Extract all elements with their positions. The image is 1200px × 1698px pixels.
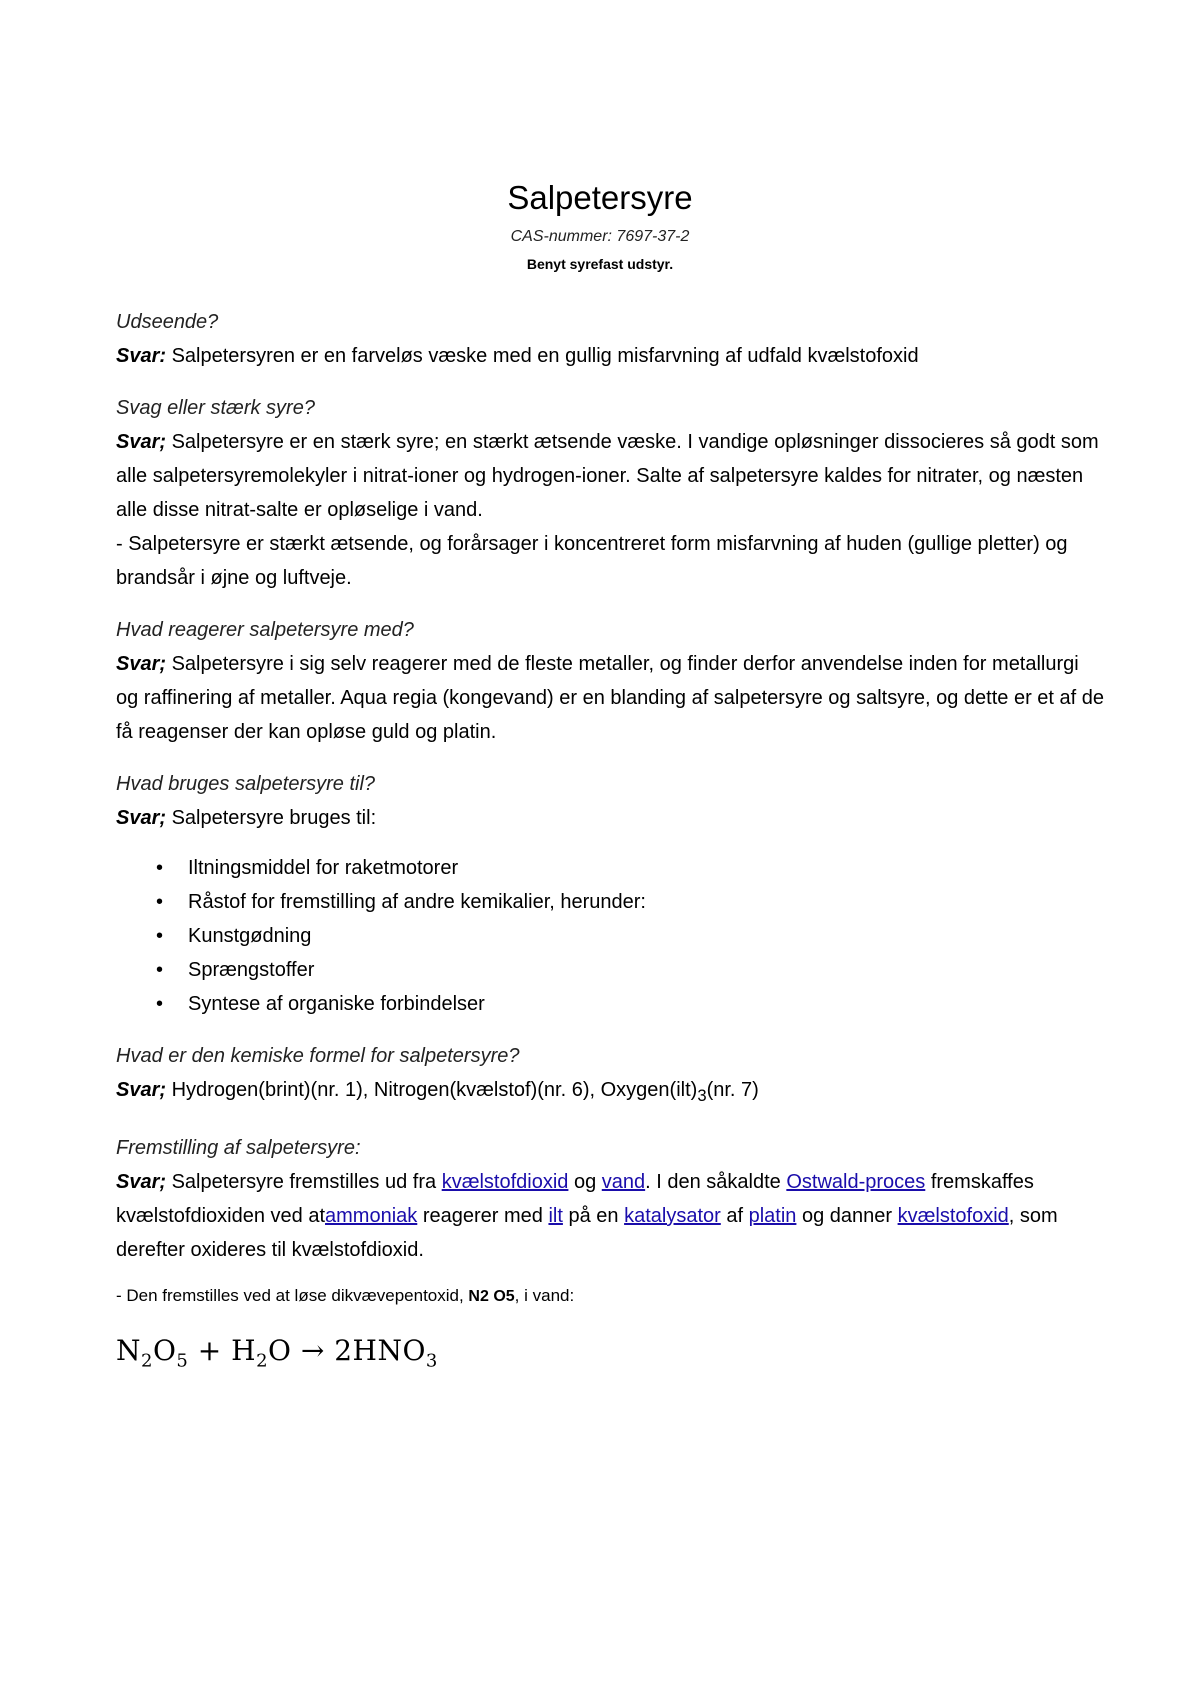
answer-uses xyxy=(116,801,1106,835)
answer-text: Salpetersyren er en farveløs væske med en gullig misfarvning af udfald kvælstofoxid xyxy=(166,345,919,367)
link-ostwald-proces[interactable]: Ostwald-proces xyxy=(786,1171,926,1193)
link-ammoniak[interactable]: ammoniak xyxy=(325,1205,418,1227)
cas-number: CAS-nummer: 7697-37-2 xyxy=(510,228,690,245)
question-reacts: Hvad reagerer salpetersyre med? xyxy=(116,619,414,641)
eq-part: O → 2HNO xyxy=(268,1334,426,1367)
svar-label: Svar; xyxy=(116,431,167,453)
answer-production xyxy=(116,1165,1106,1267)
page-title: Salpetersyre xyxy=(507,179,693,216)
answer-formula xyxy=(116,1073,1106,1113)
question-uses: Hvad bruges salpetersyre til? xyxy=(116,773,376,795)
list-item: • Råstof for fremstilling af andre kemikalier, herunder: xyxy=(156,885,1106,919)
link-vand[interactable]: vand xyxy=(601,1171,646,1193)
answer-appearance xyxy=(116,339,1106,373)
production-note xyxy=(116,1279,1106,1314)
link-ilt[interactable]: ilt xyxy=(548,1205,563,1227)
note-text: - Den fremstilles ved at løse dikvævepentoxid, xyxy=(116,1286,469,1305)
subscript: 3 xyxy=(697,1086,707,1105)
link-platin[interactable]: platin xyxy=(748,1205,797,1227)
svar-label: Svar; xyxy=(116,1079,167,1101)
list-item: • Kunstgødning xyxy=(156,919,1106,953)
question-appearance: Udseende? xyxy=(116,311,219,333)
text-run: og danner xyxy=(796,1205,898,1227)
eq-part: + H xyxy=(188,1334,257,1367)
answer-strength xyxy=(116,425,1106,527)
uses-list xyxy=(116,851,1106,1021)
eq-sub: 3 xyxy=(425,1350,438,1372)
document-body xyxy=(116,305,1106,1379)
eq-sub: 2 xyxy=(256,1350,269,1372)
question-formula: Hvad er den kemiske formel for salpetersyre? xyxy=(116,1045,520,1067)
text-run: , som derefter oxideres til kvælstofdioxid. xyxy=(116,1205,1058,1261)
text-run: af xyxy=(720,1205,749,1227)
text-run: og xyxy=(568,1171,602,1193)
answer-text: Salpetersyre er en stærk syre; en stærkt ætsende væske. I vandige opløsninger dissocieres så godt som alle salpetersyremolekyler i nitrat-ioner og hydrogen-ioner. Salte af salpetersyre kaldes for nitrater, og næsten alle disse nitrat-salte er opløselige i vand. xyxy=(116,431,1099,521)
answer-text-end: (nr. 7) xyxy=(706,1079,759,1101)
text-run: reagerer med xyxy=(417,1205,549,1227)
text-run: på en xyxy=(562,1205,625,1227)
list-item: • Sprængstoffer xyxy=(156,953,1106,987)
text-run: fremskaffes kvælstofdioxiden ved at xyxy=(116,1171,1034,1227)
eq-sub: 5 xyxy=(176,1350,189,1372)
answer-reacts xyxy=(116,647,1106,749)
answer-text: Salpetersyre bruges til: xyxy=(166,807,377,829)
text-run: Salpetersyre fremstilles ud fra xyxy=(166,1171,442,1193)
eq-sub: 2 xyxy=(141,1350,153,1372)
eq-part: N xyxy=(116,1334,141,1367)
list-item: • Syntese af organiske forbindelser xyxy=(156,987,1106,1021)
link-kvaelstofdioxid[interactable]: kvælstofdioxid xyxy=(441,1171,569,1193)
question-strength: Svag eller stærk syre? xyxy=(116,397,315,419)
note-text-end: , i vand: xyxy=(514,1286,575,1305)
svar-label: Svar: xyxy=(116,345,167,367)
svar-label: Svar; xyxy=(116,1171,167,1193)
list-item: • Iltningsmiddel for raketmotorer xyxy=(156,851,1106,885)
answer-text: Salpetersyre i sig selv reagerer med de fleste metaller, og finder derfor anvendelse inden for metallurgi og raffinering af metaller. Aqua regia (kongevand) er en blanding af salpetersyre og saltsyre, og dette er et af de få reagenser der kan opløse guld og platin. xyxy=(116,653,1105,743)
link-kvaelstofoxid[interactable]: kvælstofoxid xyxy=(897,1205,1009,1227)
eq-part: O xyxy=(152,1334,177,1367)
answer-text: Hydrogen(brint)(nr. 1), Nitrogen(kvælstof)(nr. 6), Oxygen(ilt) xyxy=(166,1079,698,1101)
question-production: Fremstilling af salpetersyre: xyxy=(116,1137,361,1159)
chemical-equation xyxy=(116,1334,1106,1379)
note-formula: N2 O5 xyxy=(468,1288,515,1305)
link-katalysator[interactable]: katalysator xyxy=(624,1205,721,1227)
svar-label: Svar; xyxy=(116,807,167,829)
svar-label: Svar; xyxy=(116,653,167,675)
answer-strength-extra: - Salpetersyre er stærkt ætsende, og forårsager i koncentreret form misfarvning af huden (gullige pletter) og brandsår i øjne og luftveje. xyxy=(116,533,1068,589)
safety-notice: Benyt syrefast udstyr. xyxy=(526,256,674,272)
text-run: . I den såkaldte xyxy=(645,1171,787,1193)
